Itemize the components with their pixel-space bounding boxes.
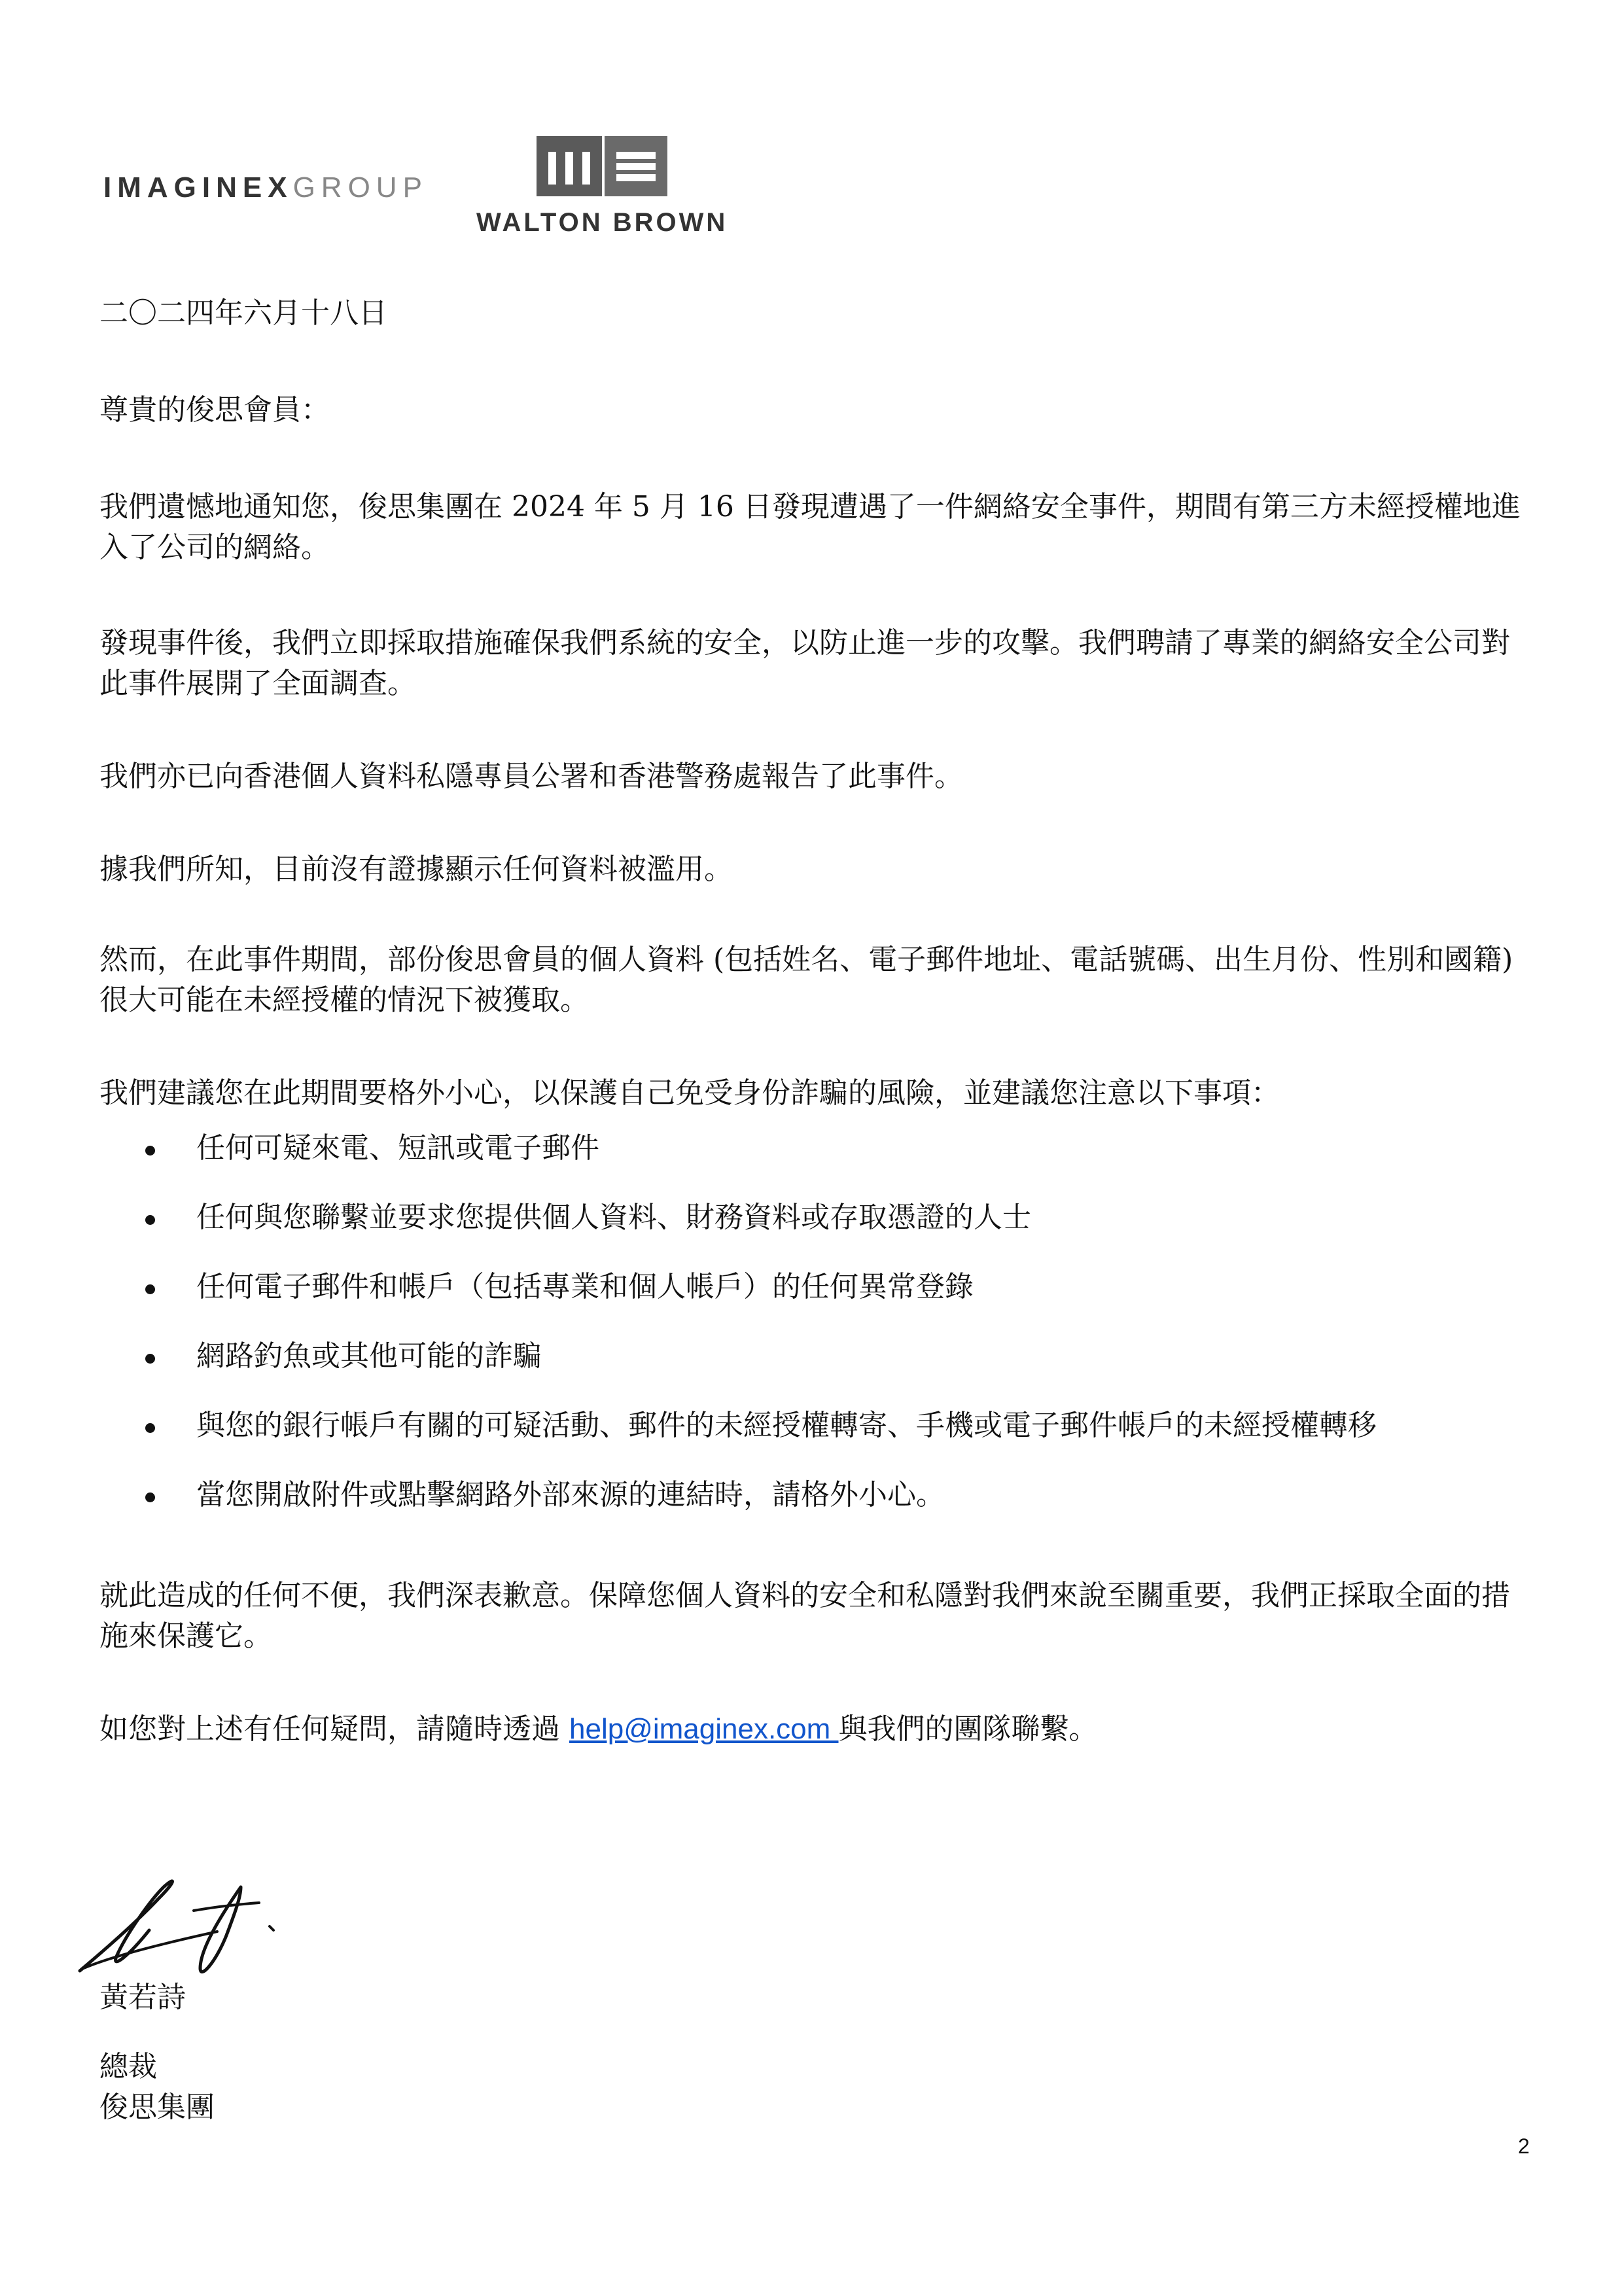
paragraph-apology: 就此造成的任何不便，我們深表歉意。保障您個人資料的安全和私隱對我們來說至關重要，我們正採取全面的措施來保護它。 bbox=[99, 1579, 1510, 1653]
imaginex-logo-part2: GROUP bbox=[292, 171, 428, 203]
paragraph-incident: 我們遺憾地通知您，俊思集團在 2024 年 5 月 16 日發現遭遇了一件網絡安全事件，期間有第三方未經授權地進入了公司的網絡。 bbox=[99, 490, 1521, 564]
precaution-list bbox=[99, 1128, 1532, 1515]
list-item: 任何電子郵件和帳戶（包括專業和個人帳戶）的任何異常登錄 bbox=[99, 1267, 1532, 1307]
salutation: 尊貴的俊思會員： bbox=[99, 393, 330, 427]
paragraph-recommendation: 我們建議您在此期間要格外小心，以保護自己免受身份詐騙的風險，並建議您注意以下事項： bbox=[99, 1076, 1280, 1110]
bullet-icon bbox=[145, 1423, 155, 1433]
paragraph-no-misuse: 據我們所知，目前沒有證據顯示任何資料被濫用。 bbox=[99, 853, 733, 886]
signer-company: 俊思集團 bbox=[99, 2091, 215, 2124]
bullet-icon bbox=[145, 1146, 155, 1156]
walton-brown-logo-text: WALTON BROWN bbox=[476, 208, 728, 237]
paragraph-data-affected: 然而，在此事件期間，部份俊思會員的個人資料 (包括姓名、電子郵件地址、電話號碼、出生月份、性別和國籍) 很大可能在未經授權的情況下被獲取。 bbox=[99, 943, 1513, 1017]
letter-date: 二〇二四年六月十八日 bbox=[99, 296, 387, 330]
imaginex-logo-part1: IMAGINEX bbox=[103, 171, 293, 203]
handwritten-signature bbox=[65, 1858, 288, 1992]
walton-brown-icon bbox=[537, 136, 667, 196]
contact-email-link[interactable]: help@imaginex.com bbox=[569, 1713, 839, 1745]
signer-name: 黃若詩 bbox=[99, 1981, 186, 2014]
list-item: 任何可疑來電、短訊或電子郵件 bbox=[99, 1128, 1532, 1169]
signer-title: 總裁 bbox=[99, 2050, 157, 2083]
signature-icon bbox=[65, 1858, 288, 1989]
bullet-icon bbox=[145, 1215, 155, 1225]
bullet-icon bbox=[145, 1354, 155, 1364]
paragraph-contact bbox=[99, 1709, 1532, 1750]
list-item: 網路釣魚或其他可能的詐騙 bbox=[99, 1336, 1532, 1377]
imaginex-group-logo bbox=[103, 171, 428, 204]
bullet-icon bbox=[145, 1284, 155, 1294]
bullet-icon bbox=[145, 1492, 155, 1502]
paragraph-reported: 我們亦已向香港個人資料私隱專員公署和香港警務處報告了此事件。 bbox=[99, 760, 963, 793]
walton-brown-logo-mark bbox=[537, 136, 667, 199]
contact-text-before: 如您對上述有任何疑問，請隨時透過 bbox=[99, 1712, 569, 1746]
list-item: 當您開啟附件或點擊網路外部來源的連結時，請格外小心。 bbox=[99, 1475, 1532, 1515]
list-item: 與您的銀行帳戶有關的可疑活動、郵件的未經授權轉寄、手機或電子郵件帳戶的未經授權轉移 bbox=[99, 1405, 1532, 1446]
contact-text-after: 與我們的團隊聯繫。 bbox=[838, 1712, 1098, 1746]
paragraph-response: 發現事件後，我們立即採取措施確保我們系統的安全，以防止進一步的攻擊。我們聘請了專業的網絡安全公司對此事件展開了全面調查。 bbox=[99, 626, 1510, 700]
list-item: 任何與您聯繫並要求您提供個人資料、財務資料或存取憑證的人士 bbox=[99, 1197, 1532, 1238]
page-number: 2 bbox=[1518, 2134, 1530, 2158]
